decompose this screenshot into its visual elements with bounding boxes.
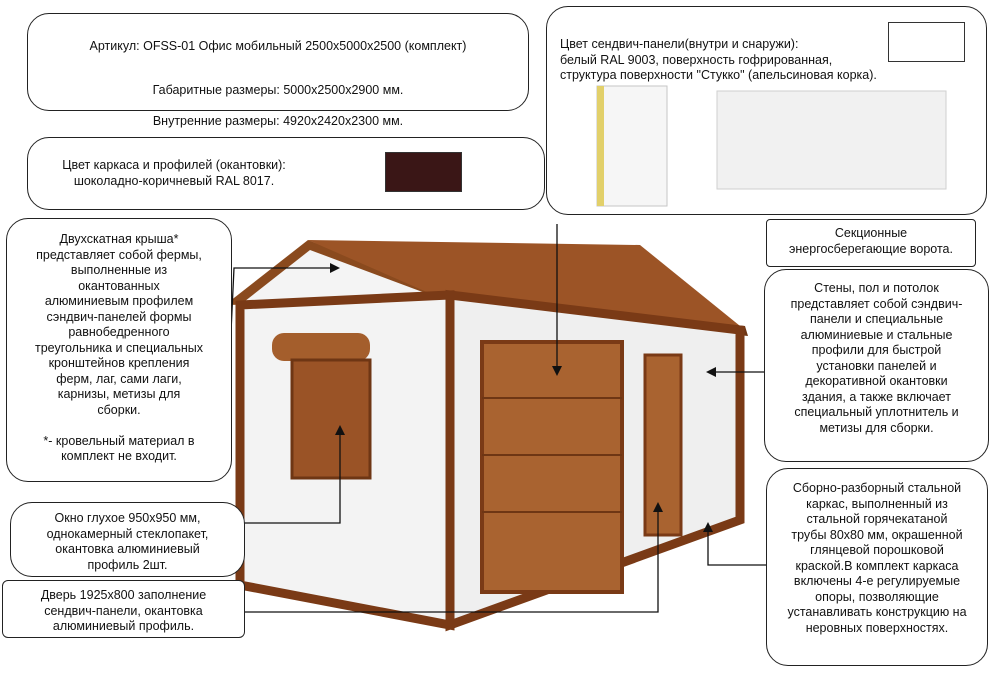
frame-color-text: Цвет каркаса и профилей (окантовки): шоколадно-коричневый RAL 8017. <box>62 158 286 188</box>
steel-frame-description-box: Сборно-разборный стальной каркас, выполненный из стальной горячекатаной трубы 80х80 мм, окрашенной глянцевой порошковой краской.В комплект каркаса включены 4-е регулируемые опоры, позволяющие устанавливать конструкцию на неровных поверхностях. <box>766 468 988 666</box>
article-title: Артикул: OFSS-01 Офис мобильный 2500х5000х2500 (комплект) <box>89 38 467 53</box>
walls-description-box: Стены, пол и потолок представляет собой сэндвич- панели и специальные алюминиевые и стальные профили для быстрой установки панелей и декоративной окантовки здания, а также включает специальный уплотнитель и метизы для сборки. <box>764 269 989 462</box>
panel-color-text: Цвет сендвич-панели(внутри и снаружи): белый RAL 9003, поверхность гофрированная, структура поверхности "Стукко" (апельсиновая корка). <box>560 37 877 82</box>
window-shutter <box>292 360 370 478</box>
article-info-box <box>27 13 529 128</box>
inner-dimensions: Внутренние размеры: 4920х2420х2300 мм. <box>152 113 404 128</box>
overall-dimensions: Габаритные размеры: 5000х2500х2900 мм. <box>152 82 404 97</box>
window-description-box: Окно глухое 950х950 мм, однокамерный стеклопакет, окантовка алюминиевый профиль 2шт. <box>10 502 245 577</box>
door-description-box: Дверь 1925х800 заполнение сендвич-панели, окантовка алюминиевый профиль. <box>2 580 245 638</box>
frame-color-swatch <box>385 152 462 192</box>
entrance-door <box>645 355 681 535</box>
panel-color-box <box>546 6 987 215</box>
sectional-gate <box>482 342 622 592</box>
gate-description-box: Секционные энергосберегающие ворота. <box>766 219 976 267</box>
roof-description-box: Двухскатная крыша* представляет собой фермы, выполненные из окантованных алюминиевым профилем сэндвич-панелей формы равнобедренного треугольника и специальных кронштейнов крепления ферм, лаг, сами лаги, карнизы, метизы для сборки. *- кровельный материал в комплект не входит. <box>6 218 232 482</box>
frame-color-box <box>27 137 545 210</box>
window-shutter-box <box>272 333 370 361</box>
panel-color-swatch <box>888 22 965 62</box>
